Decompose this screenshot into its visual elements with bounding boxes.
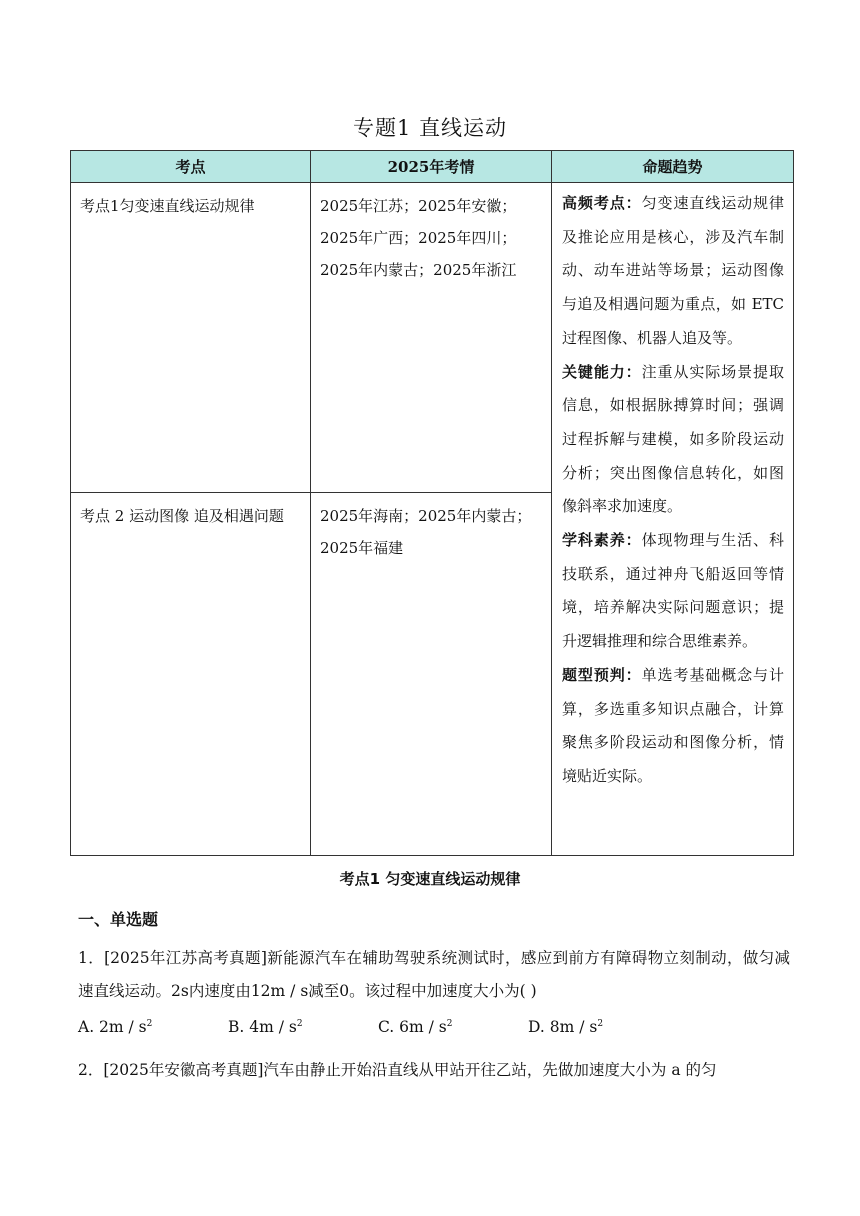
subheading: 考点1 匀变速直线运动规律 [339, 870, 521, 888]
option-d-text: D. 8m / s [528, 1018, 598, 1036]
trend-item [562, 659, 784, 794]
option-b-text: B. 4m / s [228, 1018, 297, 1036]
page-title: 专题1 直线运动 [352, 116, 508, 140]
option-a-text: A. 2m / s [78, 1018, 147, 1036]
option-d [528, 1018, 603, 1036]
trend-body: 体现物理与生活、科技联系，通过神舟飞船返回等情境，培养解决实际问题意识；提升逻辑推理和综合思维素养。 [562, 531, 784, 651]
exam-cell [311, 493, 552, 856]
trend-label: 关键能力： [562, 362, 642, 381]
trend-body: 注重从实际场景提取信息，如根据脉搏算时间；强调过程拆解与建模，如多阶段运动分析；突出图像信息转化，如图像斜率求加速度。 [562, 362, 784, 516]
topic-text: 考点1匀变速直线运动规律 [80, 197, 255, 215]
header-trend: 命题趋势 [552, 151, 794, 183]
trend-item [562, 356, 784, 525]
exam-text: 2025年江苏；2025年安徽；2025年广西；2025年四川；2025年内蒙古；2025年浙江 [320, 197, 517, 279]
topic-cell [71, 183, 311, 493]
option-b-sup: 2 [296, 1018, 303, 1029]
header-topic: 考点 [71, 151, 311, 183]
section-title: 一、单选题 [78, 910, 159, 929]
exam-cell [311, 183, 552, 493]
trend-item [562, 187, 784, 356]
option-d-sup: 2 [597, 1018, 604, 1029]
trend-item [562, 524, 784, 659]
trend-body: 匀变速直线运动规律及推论应用是核心，涉及汽车制动、动车进站等场景；运动图像与追及相遇问题为重点，如 ETC 过程图像、机器人追及等。 [562, 194, 784, 347]
table-row [71, 183, 794, 493]
question-1-options [78, 1018, 790, 1048]
topic-cell [71, 493, 311, 856]
trend-text [553, 184, 792, 794]
option-a [78, 1018, 152, 1036]
trend-label: 高频考点： [562, 194, 642, 212]
trend-label: 学科素养： [562, 531, 642, 550]
question-1: 1．[2025年江苏高考真题]新能源汽车在辅助驾驶系统测试时，感应到前方有障碍物立刻制动，做匀减速直线运动。2s内速度由12m / s减至0。该过程中加速度大小为( ) [78, 949, 790, 1000]
trend-cell [552, 183, 794, 856]
trend-label: 题型预判： [562, 665, 642, 684]
table-header-row [71, 151, 794, 183]
header-exam: 2025年考情 [311, 151, 552, 183]
exam-analysis-table [70, 150, 794, 856]
exam-text: 2025年海南；2025年内蒙古；2025年福建 [320, 507, 532, 557]
option-c [378, 1018, 453, 1036]
option-a-sup: 2 [146, 1018, 153, 1029]
option-b [228, 1018, 303, 1036]
option-c-sup: 2 [446, 1018, 453, 1029]
topic-text: 考点 2 运动图像 追及相遇问题 [80, 507, 284, 525]
question-2: 2．[2025年安徽高考真题]汽车由静止开始沿直线从甲站开往乙站，先做加速度大小为 a 的匀 [78, 1061, 717, 1079]
trend-body: 单选考基础概念与计算，多选重多知识点融合，计算聚焦多阶段运动和图像分析，情境贴近实际。 [562, 665, 784, 785]
option-c-text: C. 6m / s [378, 1018, 447, 1036]
